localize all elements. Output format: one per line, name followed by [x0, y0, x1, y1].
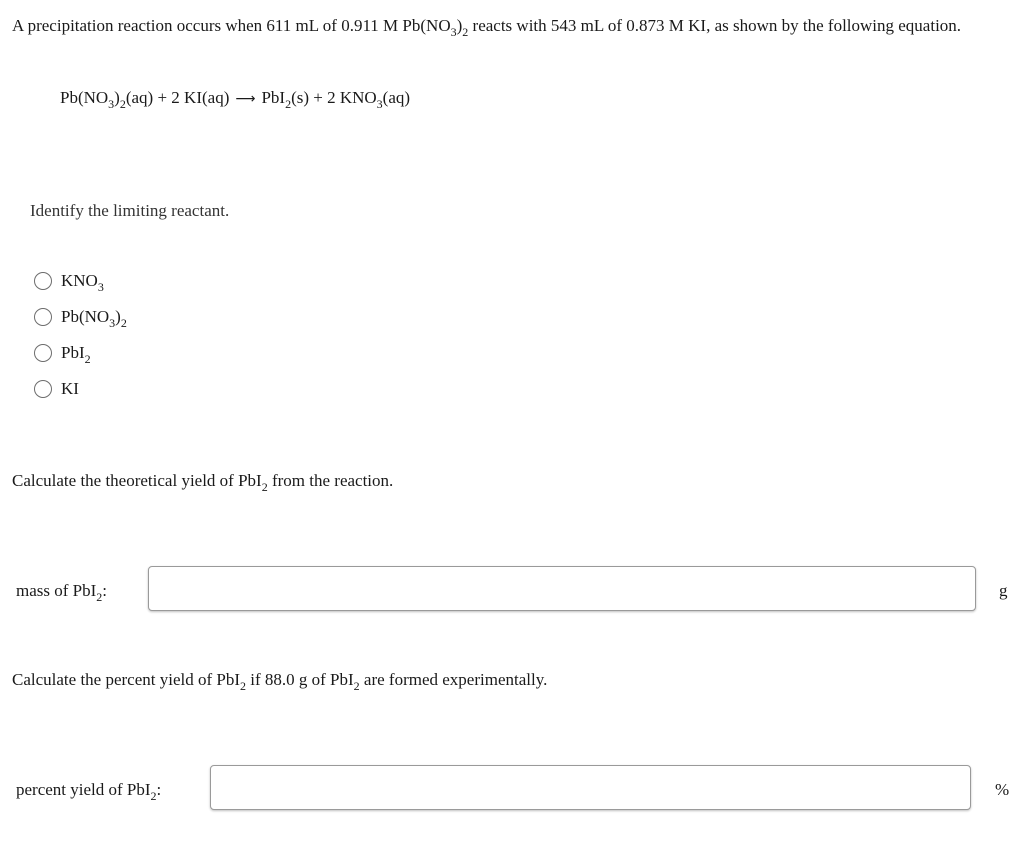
intro-part: reacts with 543 mL of 0.873 M KI, as shown by the following equation. — [468, 16, 962, 35]
q-text: Calculate the theoretical yield of PbI — [12, 471, 262, 490]
label-sub: 2 — [96, 590, 103, 604]
q-sub: 2 — [353, 679, 360, 693]
percent-input[interactable] — [210, 765, 971, 810]
q-text: are formed experimentally. — [359, 670, 548, 689]
q-sub: 2 — [240, 679, 246, 693]
opt-sub: 2 — [84, 352, 91, 366]
opt-text: KNO — [61, 271, 98, 290]
option-kno3[interactable] — [34, 263, 127, 299]
option-pbi2[interactable] — [34, 335, 127, 371]
option-label — [61, 271, 104, 294]
intro-part: A precipitation reaction occurs when 611 mL of 0.911 M Pb(NO — [12, 16, 451, 35]
percent-field-label — [16, 780, 162, 803]
opt-sub: 2 — [120, 316, 127, 330]
eq-sub: 2 — [119, 97, 126, 111]
limiting-reactant-options — [34, 263, 127, 407]
intro-part: ) — [456, 16, 463, 35]
label-text: percent yield of PbI — [16, 780, 151, 799]
radio-button[interactable] — [34, 272, 52, 290]
mass-field-label — [16, 581, 108, 604]
radio-button[interactable] — [34, 308, 52, 326]
option-pbno32[interactable] — [34, 299, 127, 335]
option-label — [61, 343, 91, 366]
option-label — [61, 307, 127, 330]
label-text: : — [156, 780, 162, 799]
eq-text: ) — [114, 88, 120, 107]
eq-text: (aq) — [382, 88, 411, 107]
percent-unit: % — [995, 780, 1010, 799]
opt-sub: 3 — [109, 316, 116, 330]
reaction-arrow-icon: ⟶ — [235, 91, 256, 107]
opt-text: Pb(NO — [61, 307, 110, 326]
intro-text — [12, 12, 1012, 40]
intro-subscript: 2 — [462, 25, 469, 39]
eq-sub: 2 — [285, 97, 292, 111]
eq-text: Pb(NO — [60, 88, 109, 107]
theoretical-yield-question — [12, 471, 394, 494]
q-text: if 88.0 g of PbI — [246, 670, 354, 689]
mass-unit: g — [999, 581, 1008, 600]
eq-text: (s) + 2 KNO — [291, 88, 377, 107]
label-sub: 2 — [150, 789, 157, 803]
eq-text: (aq) + 2 KI(aq) — [125, 88, 230, 107]
label-text: mass of PbI — [16, 581, 97, 600]
eq-sub: 3 — [108, 97, 115, 111]
option-ki[interactable] — [34, 371, 127, 407]
opt-text: PbI — [61, 343, 85, 362]
chemical-equation — [60, 88, 411, 111]
q-text: Calculate the percent yield of PbI — [12, 670, 240, 689]
mass-input[interactable] — [148, 566, 976, 611]
percent-yield-question — [12, 670, 548, 693]
label-text: : — [102, 581, 108, 600]
intro-subscript: 3 — [450, 25, 457, 39]
eq-text: PbI — [261, 88, 286, 107]
option-label — [61, 379, 79, 399]
q-text: from the reaction. — [267, 471, 394, 490]
eq-sub: 3 — [376, 97, 383, 111]
q-sub: 2 — [261, 480, 268, 494]
radio-button[interactable] — [34, 380, 52, 398]
radio-button[interactable] — [34, 344, 52, 362]
opt-text: ) — [115, 307, 121, 326]
opt-text: KI — [61, 379, 79, 398]
limiting-reactant-question: Identify the limiting reactant. — [30, 201, 230, 220]
opt-sub: 3 — [97, 280, 104, 294]
